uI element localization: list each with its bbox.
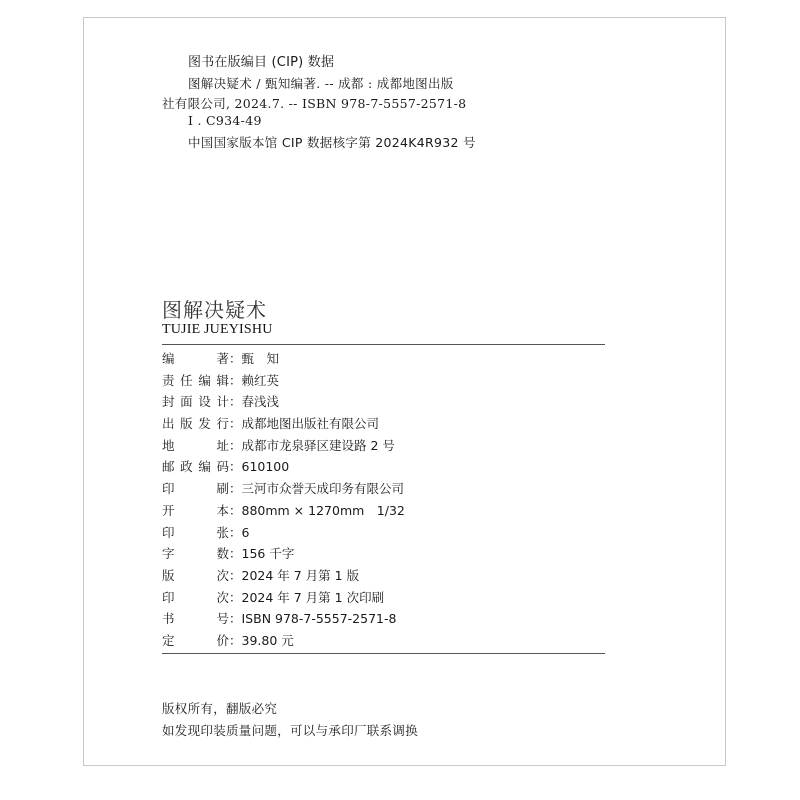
cip-line-1: 图解决疑术 / 甄知编著. -- 成都 : 成都地图出版 [188,76,454,91]
cip-line-3: I . C934-49 [188,113,262,128]
cip-line-4: 中国国家版本馆 CIP 数据核字第 2024K4R932 号 [188,135,476,150]
book-title: 图解决疑术 [162,298,267,322]
copyright-notice: 版权所有，翻版必究 [162,701,278,716]
detail-value: ：610100 [229,459,290,475]
cip-line-2: 社有限公司, 2024.7. -- ISBN 978-7-5557-2571-8 [162,96,467,111]
detail-value: ：156 千字 [229,546,295,562]
detail-value: ：成都地图出版社有限公司 [229,416,380,432]
detail-label: 开 本 [162,502,229,518]
detail-value: ：成都市龙泉驿区建设路 2 号 [229,437,395,453]
bottom-divider [162,653,605,654]
detail-label: 责任编辑 [162,372,229,388]
detail-value: ：2024 年 7 月第 1 次印刷 [229,589,385,605]
detail-value: ：ISBN 978-7-5557-2571-8 [229,611,397,627]
detail-row-word-count [162,543,605,565]
detail-label: 编 著 [162,351,229,366]
detail-row-postcode [162,456,605,478]
publication-details [162,348,605,652]
detail-row-author [162,348,605,370]
detail-label: 封面设计 [162,394,229,410]
detail-value: ：39.80 元 [229,632,294,648]
detail-label: 定 价 [162,632,229,648]
detail-value: ：880mm × 1270mm 1/32 [229,502,405,518]
detail-label: 印 次 [162,589,229,605]
detail-value: ：赖红英 [229,372,280,388]
detail-label: 印 张 [162,524,229,540]
detail-label: 字 数 [162,546,229,562]
detail-row-address [162,435,605,457]
detail-row-isbn [162,608,605,630]
detail-row-price [162,630,605,652]
detail-row-publisher [162,413,605,435]
detail-value: ：春浅浅 [229,394,280,410]
detail-value: ：甄 知 [229,351,280,366]
cip-heading: 图书在版编目 (CIP) 数据 [188,55,335,70]
detail-value: ：2024 年 7 月第 1 版 [229,567,360,583]
quality-notice: 如发现印装质量问题，可以与承印厂联系调换 [162,723,419,738]
detail-row-cover-design [162,391,605,413]
detail-row-printer [162,478,605,500]
detail-label: 印 刷 [162,481,229,497]
detail-label: 地 址 [162,437,229,453]
detail-row-edition [162,565,605,587]
detail-label: 书 号 [162,611,229,627]
detail-row-printing [162,587,605,609]
detail-row-sheets [162,522,605,544]
detail-label: 邮政编码 [162,459,229,475]
detail-value: ：三河市众誉天成印务有限公司 [229,481,405,497]
detail-value: ：6 [229,524,250,540]
detail-row-format [162,500,605,522]
detail-row-editor [162,370,605,392]
detail-label: 出版发行 [162,416,229,432]
book-title-pinyin: TUJIE JUEYISHU [162,322,273,337]
detail-label: 版 次 [162,567,229,583]
top-divider [162,344,605,345]
